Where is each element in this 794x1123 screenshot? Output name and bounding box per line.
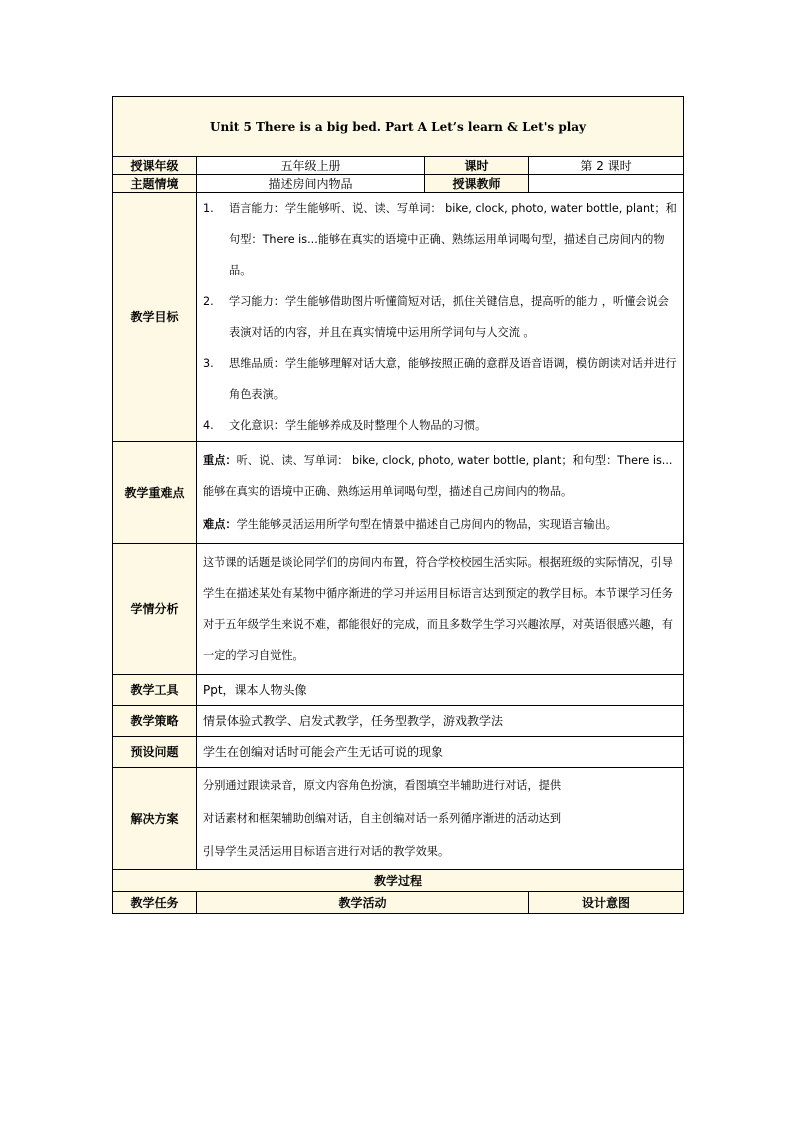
goal-item [203,348,677,410]
analysis-label: 学情分析 [113,544,197,675]
goals-content [197,193,684,442]
goal-number: 2. [203,295,214,308]
solution-line: 分别通过跟读录音，原文内容角色扮演，看图填空半辅助进行对话，提供 [203,779,562,792]
solution-line: 引导学生灵活运用目标语言进行对话的教学效果。 [203,845,450,858]
theme-label: 主题情境 [113,175,197,193]
goal-item [203,410,677,441]
goals-label: 教学目标 [113,193,197,442]
col-activity-header: 教学活动 [197,892,529,914]
focus-paragraph [203,444,677,508]
goal-text: 学习能力：学生能够借助图片听懂简短对话，抓住关键信息，提高听的能力 ，听懂会说会表演对话的内容，并且在真实情境中运用所学词句与人交流 。 [229,295,669,339]
tools-label: 教学工具 [113,675,197,706]
solution-line: 对话素材和框架辅助创编对话，自主创编对话一系列循序渐进的活动达到 [203,812,562,825]
difficulty-paragraph [203,508,677,541]
teacher-value [529,175,684,193]
strategy-label: 教学策略 [113,706,197,737]
goal-number: 4. [203,419,214,432]
lesson-plan-table [112,96,684,914]
analysis-content [197,544,684,675]
grade-label: 授课年级 [113,157,197,175]
goal-text: 文化意识：学生能够养成及时整理个人物品的习惯。 [229,419,487,432]
tools-text: Ppt，课本人物头像 [197,675,684,706]
focus-label: 重点： [203,454,237,467]
goal-item [203,286,677,348]
solutions-content [197,768,684,870]
goal-number: 1. [203,202,214,215]
goal-text: 思维品质：学生能够理解对话大意，能够按照正确的意群及语音语调，模仿朗读对话并进行角色表演。 [229,357,677,401]
theme-value: 描述房间内物品 [197,175,425,193]
problems-text: 学生在创编对话时可能会产生无话可说的现象 [197,737,684,768]
goal-item [203,193,677,286]
grade-value: 五年级上册 [197,157,425,175]
col-intent-header: 设计意图 [529,892,684,914]
difficulty-label: 难点： [203,518,237,531]
period-label: 课时 [425,157,529,175]
document-title: Unit 5 There is a big bed. Part A Let’s learn & Let's play [113,97,684,157]
keypoints-label: 教学重难点 [113,442,197,544]
strategy-text: 情景体验式教学、启发式教学，任务型教学，游戏教学法 [197,706,684,737]
keypoints-content [197,442,684,544]
goal-number: 3. [203,357,214,370]
process-header: 教学过程 [113,870,684,892]
problems-label: 预设问题 [113,737,197,768]
focus-text: 听、说、读、写单词： bike, clock, photo, water bottle, plant；和句型：There is...能够在真实的语境中正确、熟练运用单词喝句型，描述自己房间内的物品。 [203,454,673,498]
teacher-label: 授课教师 [425,175,529,193]
analysis-text: 这节课的话题是谈论同学们的房间内布置，符合学校校园生活实际。根据班级的实际情况，引导学生在描述某处有某物中循序渐进的学习并运用目标语言达到预定的教学目标。本节课学习任务对于五年级学生来说不难，都能很好的完成，而且多数学生学习兴趣浓厚，对英语很感兴趣，有一定的学习自觉性。 [203,556,673,662]
goal-text: 语言能力：学生能够听、说、读、写单词： bike, clock, photo, water bottle, plant；和句型：There is...能够在真实的语境中正确、熟练运用单词喝句型，描述自己房间内的物品。 [229,202,677,277]
difficulty-text: 学生能够灵活运用所学句型在情景中描述自己房间内的物品，实现语言输出。 [236,518,617,531]
solutions-label: 解决方案 [113,768,197,870]
period-value: 第 2 课时 [529,157,684,175]
col-task-header: 教学任务 [113,892,197,914]
